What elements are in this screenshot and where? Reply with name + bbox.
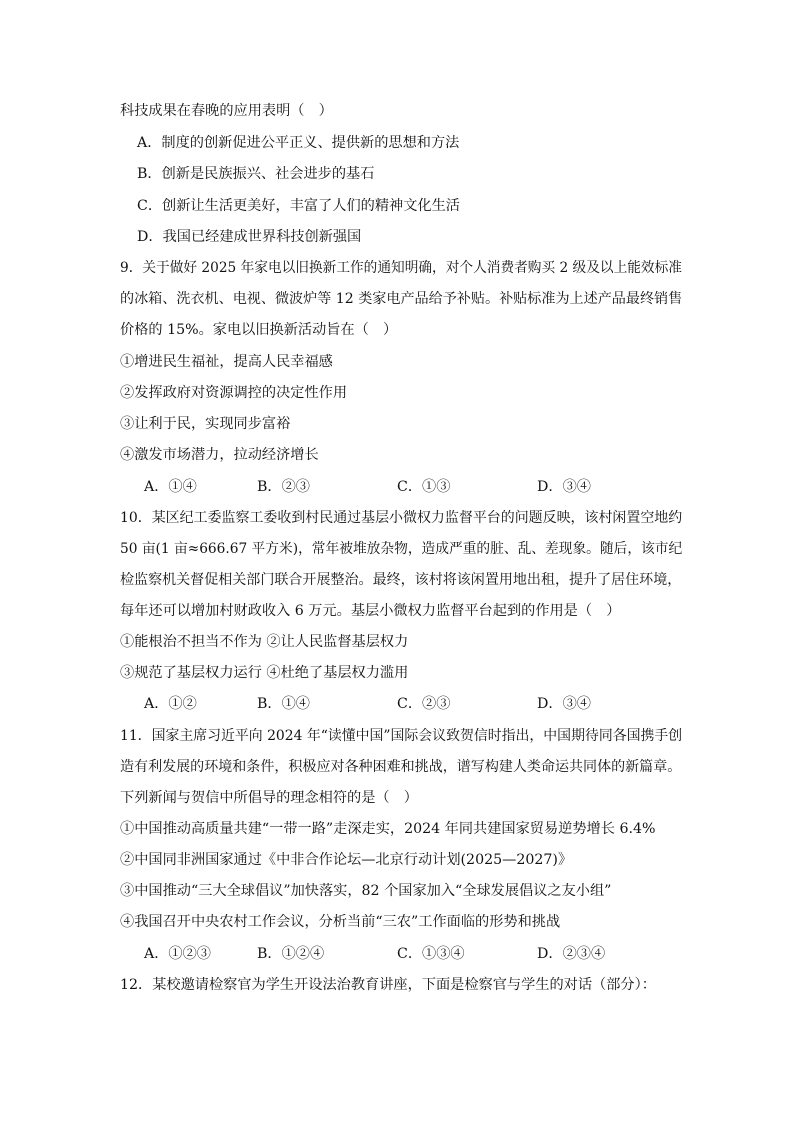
q11-choice-b: B．①②④ — [257, 946, 325, 962]
q11-choice-a: A．①②③ — [144, 946, 211, 962]
q8-stem-tail: 科技成果在春晚的应用表明（ ） — [120, 103, 333, 119]
q9-choice-a: A．①④ — [144, 479, 197, 495]
q9-stem-line-3: 价格的 15%。家电以旧换新活动旨在（ ） — [120, 322, 398, 338]
q10-choice-c: C．②③ — [397, 696, 451, 712]
q9-item-4: ④激发市场潜力，拉动经济增长 — [120, 447, 319, 463]
q11-choice-d: D．②③④ — [537, 946, 606, 962]
q9-choice-c: C．①③ — [397, 479, 451, 495]
q10-items-line-1: ①能根治不担当不作为 ②让人民监督基层权力 — [120, 634, 409, 650]
q11-stem-line-1: 11．国家主席习近平向 2024 年“读懂中国”国际会议致贺信时指出，中国期待同各国携手创 — [120, 728, 683, 744]
q9-item-1: ①增进民生福祉，提高人民幸福感 — [120, 354, 333, 370]
q9-choice-d: D．③④ — [537, 479, 591, 495]
q11-stem-line-2: 造有利发展的环境和条件，积极应对各种困难和挑战，谱写构建人类命运共同体的新篇章。 — [120, 759, 682, 775]
q10-stem-line-3: 检监察机关督促相关部门联合开展整治。最终，该村将该闲置用地出租，提升了居住环境， — [120, 572, 682, 588]
q10-stem-line-4: 每年还可以增加村财政收入 6 万元。基层小微权力监督平台起到的作用是（ ） — [120, 603, 621, 619]
q12-stem: 12．某校邀请检察官为学生开设法治教育讲座，下面是检察官与学生的对话（部分）： — [120, 977, 656, 993]
q9-stem-line-2: 的冰箱、洗衣机、电视、微波炉等 12 类家电产品给予补贴。补贴标准为上述产品最终销售 — [120, 291, 683, 307]
q10-choice-d: D．③④ — [537, 696, 591, 712]
q10-stem-line-1: 10．某区纪工委监察工委收到村民通过基层小微权力监督平台的问题反映，该村闲置空地约 — [120, 510, 683, 526]
q10-choice-b: B．①④ — [257, 696, 310, 712]
q11-item-1: ①中国推动高质量共建“一带一路”走深走实，2024 年同共建国家贸易逆势增长 6.4% — [120, 821, 656, 837]
q11-item-4: ④我国召开中央农村工作会议，分析当前“三农”工作面临的形势和挑战 — [120, 914, 561, 930]
q10-items-line-2: ③规范了基层权力运行 ④杜绝了基层权力滥用 — [120, 665, 409, 681]
q8-option-b: B．创新是民族振兴、社会进步的基石 — [137, 166, 375, 182]
q10-stem-line-2: 50 亩(1 亩≈666.67 平方米)，常年被堆放杂物，造成严重的脏、乱、差现象。随后，该市纪 — [120, 541, 683, 557]
q11-stem-line-3: 下列新闻与贺信中所倡导的理念相符的是（ ） — [120, 790, 418, 806]
q11-item-3: ③中国推动“三大全球倡议”加快落实，82 个国家加入“全球发展倡议之友小组” — [120, 883, 612, 899]
q8-option-d: D．我国已经建成世界科技创新强国 — [137, 229, 362, 245]
q10-choice-a: A．①② — [144, 696, 197, 712]
q11-item-2: ②中国同非洲国家通过《中非合作论坛—北京行动计划(2025—2027)》 — [120, 852, 573, 868]
q8-option-c: C．创新让生活更美好，丰富了人们的精神文化生活 — [137, 198, 460, 214]
q11-choice-c: C．①③④ — [397, 946, 465, 962]
q9-choice-b: B．②③ — [257, 479, 310, 495]
q9-item-3: ③让利于民，实现同步富裕 — [120, 416, 291, 432]
q9-stem-line-1: 9．关于做好 2025 年家电以旧换新工作的通知明确，对个人消费者购买 2 级及以上能效标准 — [120, 260, 682, 276]
q9-item-2: ②发挥政府对资源调控的决定性作用 — [120, 385, 348, 401]
q8-option-a: A．制度的创新促进公平正义、提供新的思想和方法 — [137, 135, 460, 151]
